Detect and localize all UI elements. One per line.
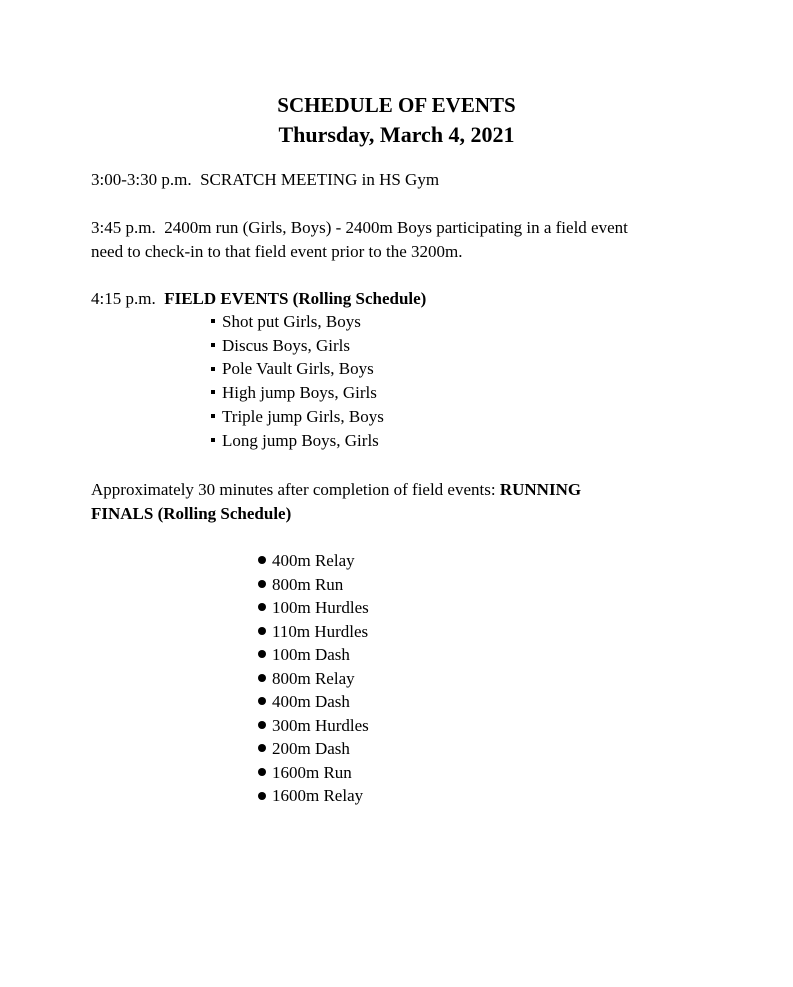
square-bullet-icon [211, 438, 215, 442]
event-date: Thursday, March 4, 2021 [278, 122, 515, 147]
running-event-label: 400m Dash [272, 692, 350, 712]
run2400-line-2 [91, 240, 463, 264]
running-event-label: 200m Dash [272, 739, 350, 759]
round-bullet-icon [258, 674, 266, 682]
list-item [211, 334, 384, 358]
run2400-line-1 [91, 216, 628, 240]
field-event-label: Triple jump Girls, Boys [222, 406, 384, 426]
running-event-label: 1600m Relay [272, 786, 364, 806]
field-events-line [91, 287, 426, 311]
run2400-text-2: need to check-in to that field event prior to the 3200m. [91, 241, 463, 261]
running-events-list [258, 549, 369, 808]
list-item [258, 620, 369, 644]
list-item [211, 357, 384, 381]
running-heading-part1: RUNNING [499, 480, 582, 499]
list-item [258, 761, 369, 785]
list-item [211, 381, 384, 405]
round-bullet-icon [258, 721, 266, 729]
scratch-text: SCRATCH MEETING in HS Gym [200, 170, 440, 189]
round-bullet-icon [258, 768, 266, 776]
round-bullet-icon [258, 603, 266, 611]
field-time: 4:15 p.m. [91, 289, 156, 308]
field-event-label: Shot put Girls, Boys [222, 312, 361, 331]
list-item [258, 596, 369, 620]
round-bullet-icon [258, 650, 266, 658]
field-heading: FIELD EVENTS (Rolling Schedule) [164, 289, 427, 308]
running-finals-line-2 [91, 502, 291, 526]
square-bullet-icon [211, 414, 215, 418]
running-heading-part2: FINALS (Rolling Schedule) [91, 503, 292, 523]
run2400-time: 3:45 p.m. [91, 218, 156, 237]
running-event-label: 100m Hurdles [272, 598, 369, 618]
list-item [211, 429, 384, 453]
running-intro: Approximately 30 minutes after completion of field events: [91, 480, 496, 499]
field-event-label: Pole Vault Girls, Boys [222, 359, 374, 379]
running-finals-line-1 [91, 478, 581, 502]
running-event-label: 800m Relay [272, 668, 355, 688]
list-item [258, 714, 369, 738]
list-item [211, 310, 384, 334]
running-event-label: 300m Hurdles [272, 715, 369, 735]
square-bullet-icon [211, 343, 215, 347]
list-item [211, 405, 384, 429]
round-bullet-icon [258, 580, 266, 588]
round-bullet-icon [258, 792, 266, 800]
running-event-label: 800m Run [272, 574, 344, 594]
running-event-label: 1600m Run [272, 762, 352, 782]
square-bullet-icon [211, 390, 215, 394]
field-event-label: High jump Boys, Girls [222, 383, 377, 403]
field-event-label: Long jump Boys, Girls [222, 430, 379, 450]
running-event-label: 100m Dash [272, 645, 350, 665]
field-event-label: Discus Boys, Girls [222, 335, 350, 355]
round-bullet-icon [258, 556, 266, 564]
list-item [258, 549, 369, 573]
list-item [258, 690, 369, 714]
round-bullet-icon [258, 744, 266, 752]
square-bullet-icon [211, 319, 215, 323]
running-event-label: 110m Hurdles [272, 621, 369, 641]
list-item [258, 737, 369, 761]
scratch-meeting-line [91, 168, 439, 192]
run2400-text-1: 2400m run (Girls, Boys) - 2400m Boys participating in a field event [164, 218, 628, 237]
list-item [258, 784, 369, 808]
round-bullet-icon [258, 627, 266, 635]
page-title: SCHEDULE OF EVENTS [277, 93, 516, 117]
list-item [258, 573, 369, 597]
field-events-list [211, 310, 384, 452]
round-bullet-icon [258, 697, 266, 705]
list-item [258, 643, 369, 667]
list-item [258, 667, 369, 691]
scratch-time: 3:00-3:30 p.m. [91, 170, 192, 189]
running-event-label: 400m Relay [272, 551, 355, 570]
square-bullet-icon [211, 367, 215, 371]
